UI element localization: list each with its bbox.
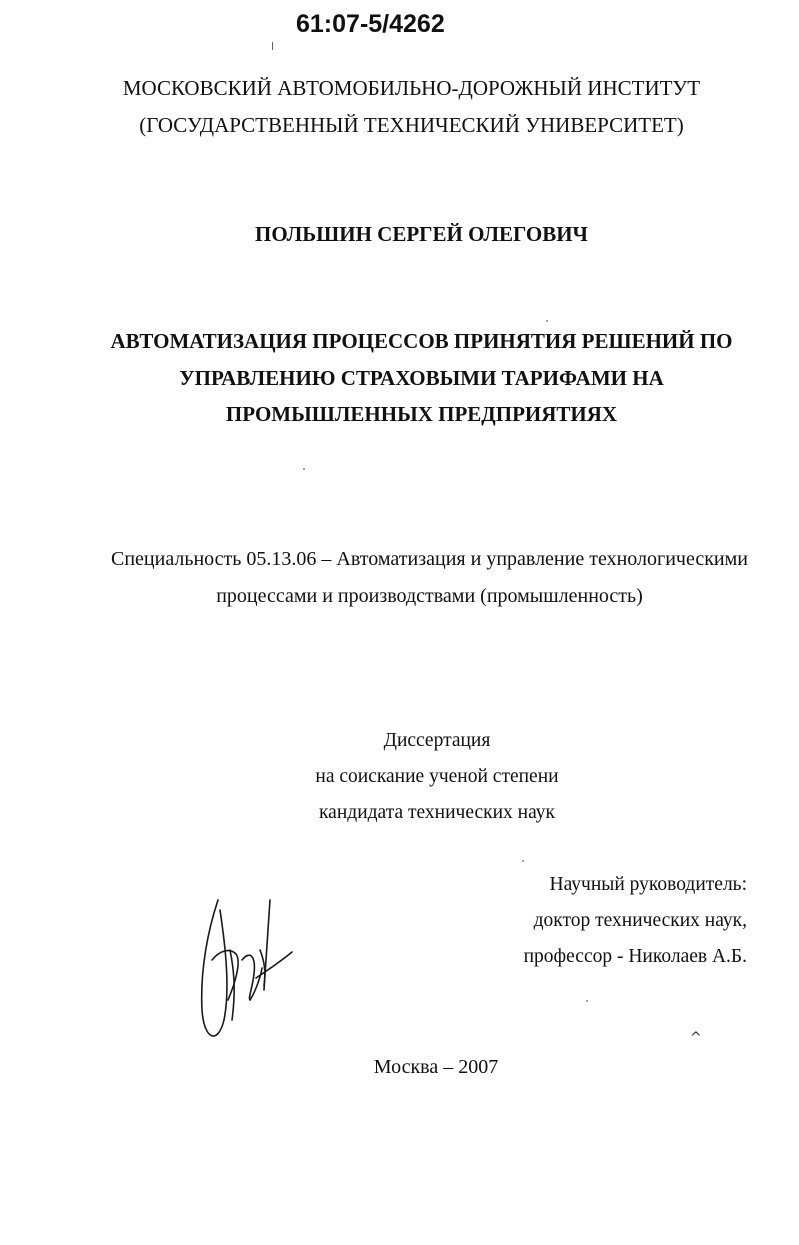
author-name: ПОЛЬШИН СЕРГЕЙ ОЛЕГОВИЧ bbox=[255, 222, 588, 246]
scan-speck bbox=[586, 1000, 588, 1002]
dissertation-label: Диссертация bbox=[383, 730, 491, 751]
thesis-title-line-2: УПРАВЛЕНИЮ СТРАХОВЫМИ ТАРИФАМИ НА bbox=[179, 366, 664, 390]
specialty-line-2: процессами и производствами (промышленность) bbox=[216, 585, 643, 607]
handwritten-signature-icon bbox=[190, 890, 300, 1050]
scan-speck bbox=[522, 860, 524, 862]
institution-subtitle: (ГОСУДАРСТВЕННЫЙ ТЕХНИЧЕСКИЙ УНИВЕРСИТЕТ) bbox=[139, 113, 684, 137]
thesis-title-line-3: ПРОМЫШЛЕННЫХ ПРЕДПРИЯТИЯХ bbox=[225, 402, 618, 426]
advisor-heading: Научный руководитель: bbox=[549, 874, 747, 895]
institution-name: МОСКОВСКИЙ АВТОМОБИЛЬНО-ДОРОЖНЫЙ ИНСТИТУТ bbox=[122, 76, 701, 100]
stamp-mark bbox=[272, 42, 273, 50]
degree-line-1: на соискание ученой степени bbox=[315, 766, 559, 787]
specialty-line-1: Специальность 05.13.06 – Автоматизация и управление технологическими bbox=[111, 548, 748, 570]
advisor-degree: доктор технических наук, bbox=[533, 910, 747, 931]
city-year: Москва – 2007 bbox=[373, 1056, 499, 1078]
archive-stamp: 61:07-5/4262 bbox=[296, 10, 445, 38]
thesis-title-line-1: АВТОМАТИЗАЦИЯ ПРОЦЕССОВ ПРИНЯТИЯ РЕШЕНИЙ ПО bbox=[110, 329, 733, 353]
degree-line-2: кандидата технических наук bbox=[319, 802, 555, 823]
scan-speck bbox=[303, 468, 305, 470]
advisor-name: профессор - Николаев А.Б. bbox=[523, 946, 747, 967]
caret-mark: ^ bbox=[690, 1030, 702, 1046]
scan-speck bbox=[546, 320, 548, 322]
